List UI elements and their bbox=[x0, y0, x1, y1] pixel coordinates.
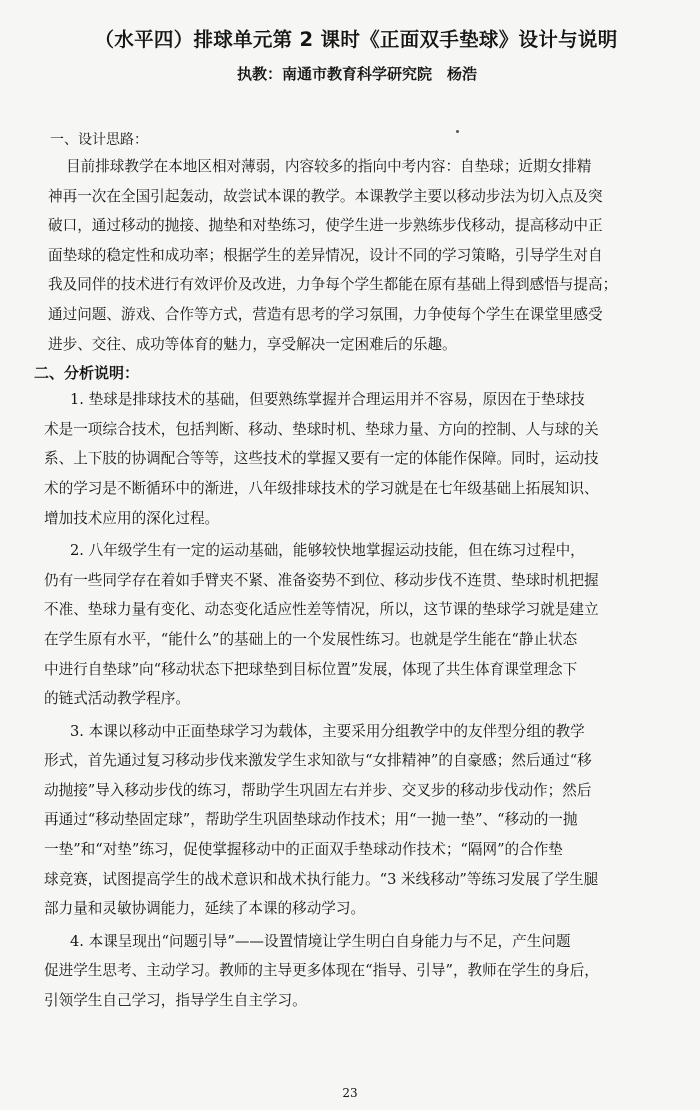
text-line: 引领学生自己学习，指导学生自主学习。 bbox=[44, 992, 307, 1010]
text-line: 一垫”和“对垫”练习，促使掌握移动中的正面双手垫球动作技术；“隔网”的合作垫 bbox=[44, 841, 563, 859]
text-line: 目前排球教学在本地区相对薄弱，内容较多的指向中考内容：自垫球；近期女排精 bbox=[66, 158, 592, 175]
author-line: 执教：南通市教育科学研究院 杨浩 bbox=[236, 65, 477, 83]
design-paragraph bbox=[48, 152, 672, 359]
text-line: 动抛接”导入移动步伐的练习，帮助学生巩固左右并步、交叉步的移动步伐动作；然后 bbox=[44, 781, 592, 799]
text-line: 系、上下肢的协调配合等等，这些技术的掌握又要有一定的体能作保障。同时，运动技 bbox=[44, 450, 599, 468]
text-line: 中进行自垫球”向“移动状态下把球垫到目标位置”发展，体现了共生体育课堂理念下 bbox=[44, 660, 578, 678]
section-heading-design: 一、设计思路： bbox=[50, 132, 148, 148]
text-line: 面垫球的稳定性和成功率；根据学生的差异情况，设计不同的学习策略，引导学生对自 bbox=[48, 246, 603, 264]
text-line: 再通过“移动垫固定球”，帮助学生巩固垫球动作技术；用“一抛一垫”、“移动的一抛 bbox=[44, 811, 578, 829]
text-line: 术是一项综合技术，包括判断、移动、垫球时机、垫球力量、方向的控制、人与球的关 bbox=[44, 420, 599, 438]
text-line: 进步、交往、成功等体育的魅力，享受解决一定困难后的乐趣。 bbox=[48, 335, 457, 353]
page-number: 23 bbox=[342, 1086, 358, 1100]
text-line: 形式，首先通过复习移动步伐来激发学生求知欲与“女排精神”的自豪感；然后通过“移 bbox=[44, 752, 592, 770]
section-heading-analysis: 二、分析说明： bbox=[34, 364, 140, 383]
text-line: 部力量和灵敏协调能力，延续了本课的移动学习。 bbox=[44, 900, 366, 918]
document-title: （水平四）排球单元第 2 课时《正面双手垫球》设计与说明 bbox=[94, 28, 618, 51]
text-line: 不准、垫球力量有变化、动态变化适应性差等情况，所以，这节课的垫球学习就是建立 bbox=[44, 601, 599, 619]
text-line: 通过问题、游戏、合作等方式，营造有思考的学习氛围，力争使每个学生在课堂里感受 bbox=[48, 305, 603, 323]
text-line: 我及同伴的技术进行有效评价及改进，力争每个学生都能在原有基础上得到感悟与提高； bbox=[48, 276, 618, 294]
text-line: 球竞赛，试图提高学生的战术意识和战术执行能力。“3 米线移动”等练习发展了学生腿 bbox=[44, 870, 599, 888]
text-line: 促进学生思考、主动学习。教师的主导更多体现在“指导、引导”，教师在学生的身后， bbox=[44, 962, 599, 980]
text-line: 破口，通过移动的抛接、抛垫和对垫练习，使学生进一步熟练步伐移动，提高移动中正 bbox=[48, 217, 603, 235]
analysis-paragraph-2 bbox=[44, 536, 672, 714]
text-line: 的链式活动教学程序。 bbox=[44, 690, 190, 708]
text-line: 术的学习是不断循环中的渐进，八年级排球技术的学习就是在七年级基础上拓展知识、 bbox=[44, 479, 599, 497]
text-line: 3. 本课以移动中正面垫球学习为载体，主要采用分组教学中的友伴型分组的教学 bbox=[70, 722, 585, 740]
text-line: 1. 垫球是排球技术的基础，但要熟练掌握并合理运用并不容易，原因在于垫球技 bbox=[70, 391, 585, 409]
scan-speck bbox=[456, 130, 459, 133]
analysis-paragraph-1 bbox=[44, 385, 672, 533]
text-line: 2. 八年级学生有一定的运动基础，能够较快地掌握运动技能，但在练习过程中， bbox=[70, 542, 585, 560]
text-line: 仍有一些同学存在着如手臂夹不紧、准备姿势不到位、移动步伐不连贯、垫球时机把握 bbox=[44, 571, 599, 589]
text-line: 神再一次在全国引起轰动，故尝试本课的教学。本课教学主要以移动步法为切入点及突 bbox=[48, 187, 603, 205]
analysis-paragraph-3 bbox=[44, 717, 672, 924]
text-line: 在学生原有水平，“能什么”的基础上的一个发展性练习。也就是学生能在“静止状态 bbox=[44, 630, 578, 648]
analysis-paragraph-4 bbox=[44, 927, 672, 1016]
text-line: 增加技术应用的深化过程。 bbox=[44, 509, 220, 527]
text-line: 4. 本课呈现出“问题引导”——设置情境让学生明白自身能力与不足，产生问题 bbox=[70, 932, 571, 950]
